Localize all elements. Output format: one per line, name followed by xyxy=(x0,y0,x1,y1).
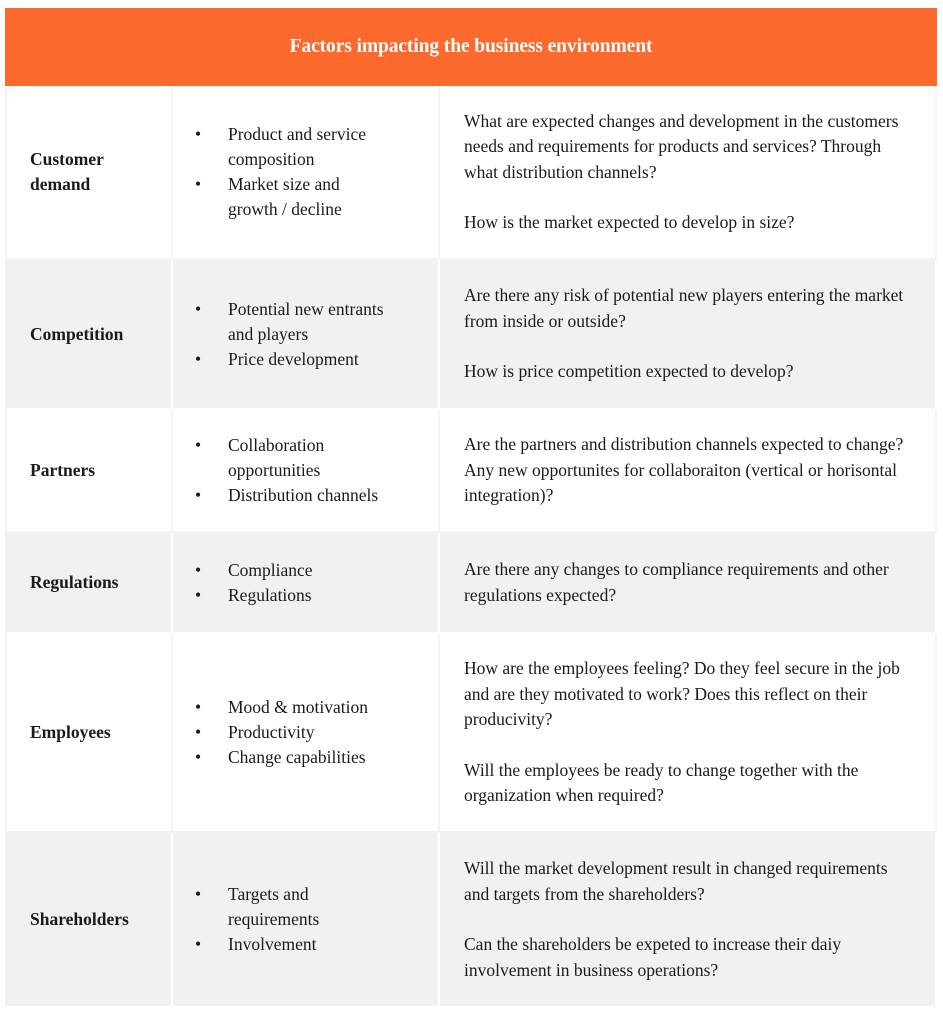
questions-cell xyxy=(440,260,937,410)
bullet-item: • Regulations xyxy=(193,583,313,608)
bullet-item: • Potential new entrants and players xyxy=(195,298,384,344)
bullet-item: • Market size and growth / decline xyxy=(195,174,342,219)
factor-cell xyxy=(5,533,173,634)
table-row-employees xyxy=(5,634,937,833)
bullet-item: • Distribution channels xyxy=(193,483,378,508)
question-text: Will the market development result in changed requirements and targets from the shareholders? xyxy=(464,858,888,904)
bullets-cell xyxy=(173,833,440,1008)
factor-cell xyxy=(5,86,173,260)
factor-label: Regulations xyxy=(30,572,119,592)
questions-cell xyxy=(440,533,937,634)
bullet-icon: • xyxy=(195,174,202,194)
bullet-icon: • xyxy=(195,584,202,605)
bullet-list xyxy=(193,695,368,770)
questions-cell xyxy=(440,410,937,533)
factor-label: Partners xyxy=(30,460,96,480)
table-row-partners xyxy=(5,410,937,533)
question-text: Are there any risk of potential new players entering the market from inside or outside? xyxy=(464,285,904,331)
question-text: What are expected changes and development in the customers needs and requirements for products and services? Through what distribution channels? xyxy=(464,110,899,182)
bullet-icon: • xyxy=(195,298,202,319)
factor-cell xyxy=(5,260,173,410)
bullet-item: • Mood & motivation xyxy=(193,695,368,720)
bullets-cell xyxy=(173,410,440,533)
bullets-cell xyxy=(173,634,440,833)
bullet-item: • Involvement xyxy=(193,932,353,957)
questions-cell xyxy=(440,634,937,833)
bullets-cell xyxy=(173,533,440,634)
questions-cell xyxy=(440,833,937,1008)
bullet-item: • Product and service composition xyxy=(195,124,367,169)
factor-cell xyxy=(5,833,173,1008)
question-text: Will the employees be ready to change together with the organization when required? xyxy=(464,759,859,806)
bullet-list xyxy=(193,122,403,222)
bullet-item: • Targets and requirements xyxy=(195,884,320,929)
bullet-icon: • xyxy=(195,559,202,580)
bullet-list xyxy=(193,297,408,372)
question-text: How are the employees feeling? Do they feel secure in the job and are they motivated to work? Does this reflect on their producivity? xyxy=(464,658,900,730)
bullet-icon: • xyxy=(195,485,202,505)
question-text: Can the shareholders be expeted to increase their daiy involvement in business operations? xyxy=(464,934,842,980)
factor-label: Employees xyxy=(30,722,111,742)
bullet-item: • Change capabilities xyxy=(193,745,368,770)
table-row-regulations xyxy=(5,533,937,634)
bullet-icon: • xyxy=(195,124,202,144)
question-text: Are there any changes to compliance requirements and other regulations expected? xyxy=(464,559,889,605)
bullet-item: • Productivity xyxy=(193,720,368,745)
table-row-competition xyxy=(5,260,937,410)
factor-label: Competition xyxy=(30,323,124,344)
bullet-icon: • xyxy=(195,722,202,742)
question-text: Are the partners and distribution channels expected to change? Any new opportunites for collaboraiton (vertical or horisontal integration)? xyxy=(464,434,904,506)
bullet-item: • Price development xyxy=(193,347,408,372)
table-row-shareholders xyxy=(5,833,937,1008)
table-row-customer-demand xyxy=(5,86,937,260)
bullet-list xyxy=(193,558,313,608)
factor-cell xyxy=(5,410,173,533)
factor-label: Shareholders xyxy=(30,909,129,929)
table-title: Factors impacting the business environment xyxy=(289,36,653,57)
bullet-item: • Collaboration opportunities xyxy=(195,435,325,480)
bullet-icon: • xyxy=(195,884,202,904)
bullet-icon: • xyxy=(195,435,202,455)
question-text: How is the market expected to develop in size? xyxy=(464,212,795,232)
factor-label: Customer demand xyxy=(30,149,104,194)
table-header xyxy=(5,8,937,86)
bullets-cell xyxy=(173,86,440,260)
factors-table xyxy=(5,8,937,1008)
bullet-list xyxy=(193,882,353,957)
bullet-icon: • xyxy=(195,934,202,954)
bullet-list xyxy=(193,433,378,508)
bullets-cell xyxy=(173,260,440,410)
bullet-item: • Compliance xyxy=(193,558,313,583)
question-text: How is price competition expected to develop? xyxy=(464,361,794,382)
factor-cell xyxy=(5,634,173,833)
questions-cell xyxy=(440,86,937,260)
bullet-icon: • xyxy=(195,697,202,717)
bullet-icon: • xyxy=(195,747,202,767)
bullet-icon: • xyxy=(195,348,202,369)
